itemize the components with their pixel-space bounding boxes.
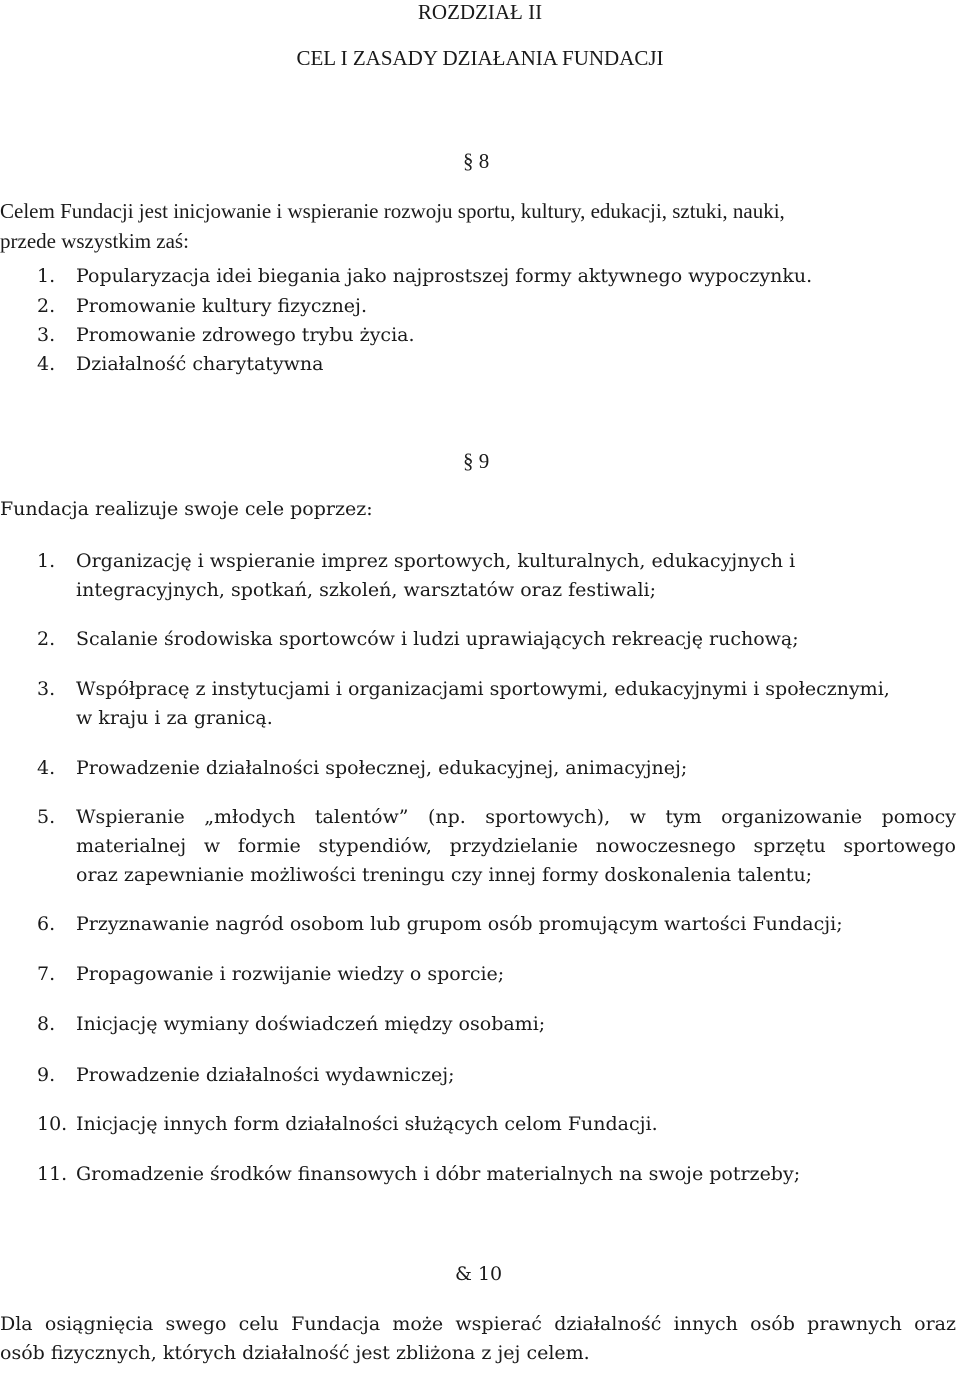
section-8-intro-line-2: przede wszystkim zaś: [0, 229, 189, 253]
list-item-text: Gromadzenie środków finansowych i dóbr materialnych na swoje potrzeby; [76, 1163, 801, 1185]
list-item-number: 9. [37, 1064, 56, 1086]
list-item-number: 2. [37, 628, 56, 650]
list-item-text: Popularyzacja idei biegania jako najprostszej formy aktywnego wypoczynku. [76, 265, 813, 287]
list-item-number: 2. [37, 295, 56, 317]
list-item-number: 4. [37, 353, 56, 375]
section-10-line-1: Dla osiągnięcia swego celu Fundacja może wspierać działalność innych osób prawnych oraz [0, 1313, 956, 1335]
list-item-number: 3. [37, 324, 56, 346]
list-item-text: oraz zapewnianie możliwości treningu czy innej formy doskonalenia talentu; [76, 864, 813, 886]
list-item-text: Promowanie kultury fizycznej. [76, 295, 367, 317]
section-10-line-2: osób fizycznych, których działalność jest zbliżona z jej celem. [0, 1342, 590, 1364]
list-item [37, 324, 55, 346]
chapter-heading: ROZDZIAŁ II [417, 0, 543, 24]
list-item-text: w kraju i za granicą. [76, 707, 273, 729]
list-item-text: Inicjację wymiany doświadczeń między osobami; [76, 1013, 546, 1035]
chapter-title: CEL I ZASADY DZIAŁANIA FUNDACJI [296, 46, 664, 70]
list-item-number: 5. [37, 806, 56, 828]
list-item-number: 4. [37, 757, 56, 779]
list-item-text: Inicjację innych form działalności służących celom Fundacji. [76, 1113, 658, 1135]
list-item [37, 295, 55, 317]
section-8-mark: § 8 [463, 149, 490, 173]
list-item-text: integracyjnych, spotkań, szkoleń, warsztatów oraz festiwali; [76, 579, 657, 601]
list-item-text: Współpracę z instytucjami i organizacjami sportowymi, edukacyjnymi i społecznymi, [76, 678, 890, 700]
list-item-number: 11. [37, 1163, 68, 1185]
list-item-text: Propagowanie i rozwijanie wiedzy o sporcie; [76, 963, 505, 985]
list-item-number: 6. [37, 913, 56, 935]
section-9-mark: § 9 [463, 449, 490, 473]
list-item-text: materialnej w formie stypendiów, przydzielanie nowoczesnego sprzętu sportowego [76, 835, 956, 857]
section-10-mark: & 10 [455, 1263, 503, 1285]
list-item-text: Działalność charytatywna [76, 353, 324, 375]
list-item-number: 7. [37, 963, 56, 985]
list-item-text: Prowadzenie działalności wydawniczej; [76, 1064, 455, 1086]
list-item-text: Promowanie zdrowego trybu życia. [76, 324, 415, 346]
section-9-intro: Fundacja realizuje swoje cele poprzez: [0, 498, 373, 520]
section-8-intro-line-1: Celem Fundacji jest inicjowanie i wspieranie rozwoju sportu, kultury, edukacji, sztuki, nauki, [0, 199, 785, 223]
list-item-text: Scalanie środowiska sportowców i ludzi uprawiających rekreację ruchową; [76, 628, 799, 650]
list-item-number: 1. [37, 550, 56, 572]
list-item [37, 265, 55, 287]
list-item-text: Przyznawanie nagród osobom lub grupom osób promującym wartości Fundacji; [76, 913, 843, 935]
list-item-number: 1. [37, 265, 56, 287]
list-item-number: 10. [37, 1113, 68, 1135]
list-item-text: Wspieranie „młodych talentów” (np. sportowych), w tym organizowanie pomocy [76, 806, 956, 828]
list-item-number: 8. [37, 1013, 56, 1035]
list-item-text: Organizację i wspieranie imprez sportowych, kulturalnych, edukacyjnych i [76, 550, 796, 572]
list-item-number: 3. [37, 678, 56, 700]
list-item [37, 353, 55, 375]
list-item-text: Prowadzenie działalności społecznej, edukacyjnej, animacyjnej; [76, 757, 688, 779]
